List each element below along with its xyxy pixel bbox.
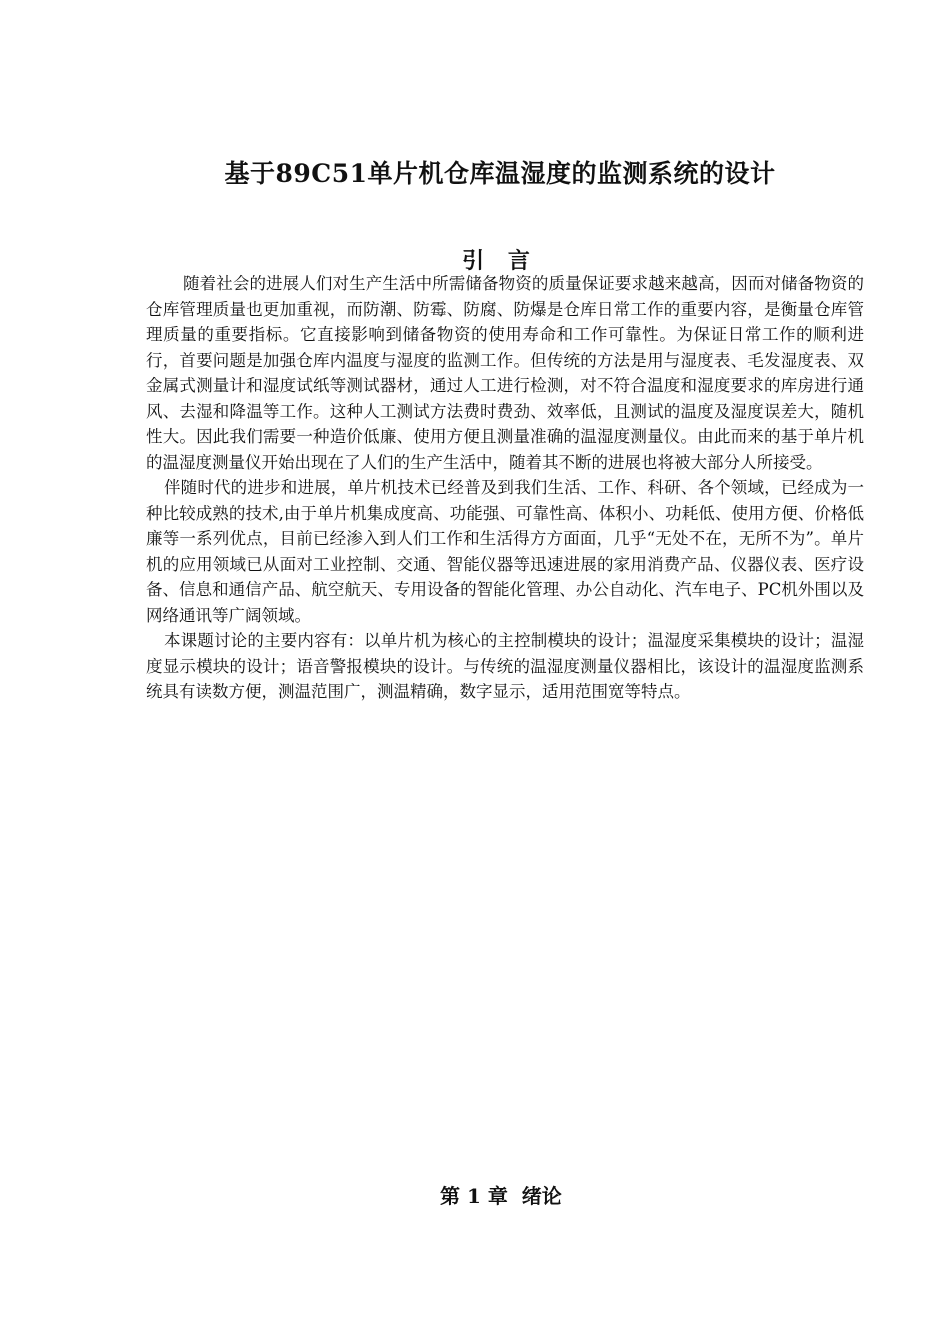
paragraph: 伴随时代的进步和进展，单片机技术已经普及到我们生活、工作、科研、各个领域，已经成为一种比较成熟的技术,由于单片机集成度高、功能强、可靠性高、体积小、功耗低、使用方便、价格低廉等一系列优点，目前已经渗入到人们工作和生活得方方面面，几乎“无处不在，无所不为”。单片机的应用领域已从面对工业控制、交通、智能仪器等迅速进展的家用消费产品、仪器仪表、医疗设备、信息和通信产品、航空航天、专用设备的智能化管理、办公自动化、汽车电子、PC机外围以及网络通讯等广阔领域。 bbox=[146, 478, 864, 625]
document-title: 基于89C51单片机仓库温湿度的监测系统的设计 bbox=[224, 159, 776, 188]
section-title-introduction: 引 言 bbox=[462, 248, 538, 274]
paragraph: 本课题讨论的主要内容有：以单片机为核心的主控制模块的设计；温湿度采集模块的设计；温湿度显示模块的设计；语音警报模块的设计。与传统的温湿度测量仪器相比，该设计的温湿度监测系统具有读数方便，测温范围广，测温精确，数字显示，适用范围宽等特点。 bbox=[146, 631, 864, 701]
paragraph: 随着社会的进展人们对生产生活中所需储备物资的质量保证要求越来越高，因而对储备物资的仓库管理质量也更加重视，而防潮、防霉、防腐、防爆是仓库日常工作的重要内容，是衡量仓库管理质量的重要指标。它直接影响到储备物资的使用寿命和工作可靠性。为保证日常工作的顺利进行，首要问题是加强仓库内温度与湿度的监测工作。但传统的方法是用与湿度表、毛发湿度表、双金属式测量计和湿度试纸等测试器材，通过人工进行检测，对不符合温度和湿度要求的库房进行通风、去湿和降温等工作。这种人工测试方法费时费劲、效率低，且测试的温度及湿度误差大，随机性大。因此我们需要一种造价低廉、使用方便且测量准确的温湿度测量仪。由此而来的基于单片机的温湿度测量仪开始出现在了人们的生产生活中，随着其不断的进展也将被大部分人所接受。 bbox=[146, 274, 864, 472]
introduction-body bbox=[146, 271, 864, 705]
chapter-heading: 第 1 章 绪论 bbox=[440, 1184, 562, 1208]
